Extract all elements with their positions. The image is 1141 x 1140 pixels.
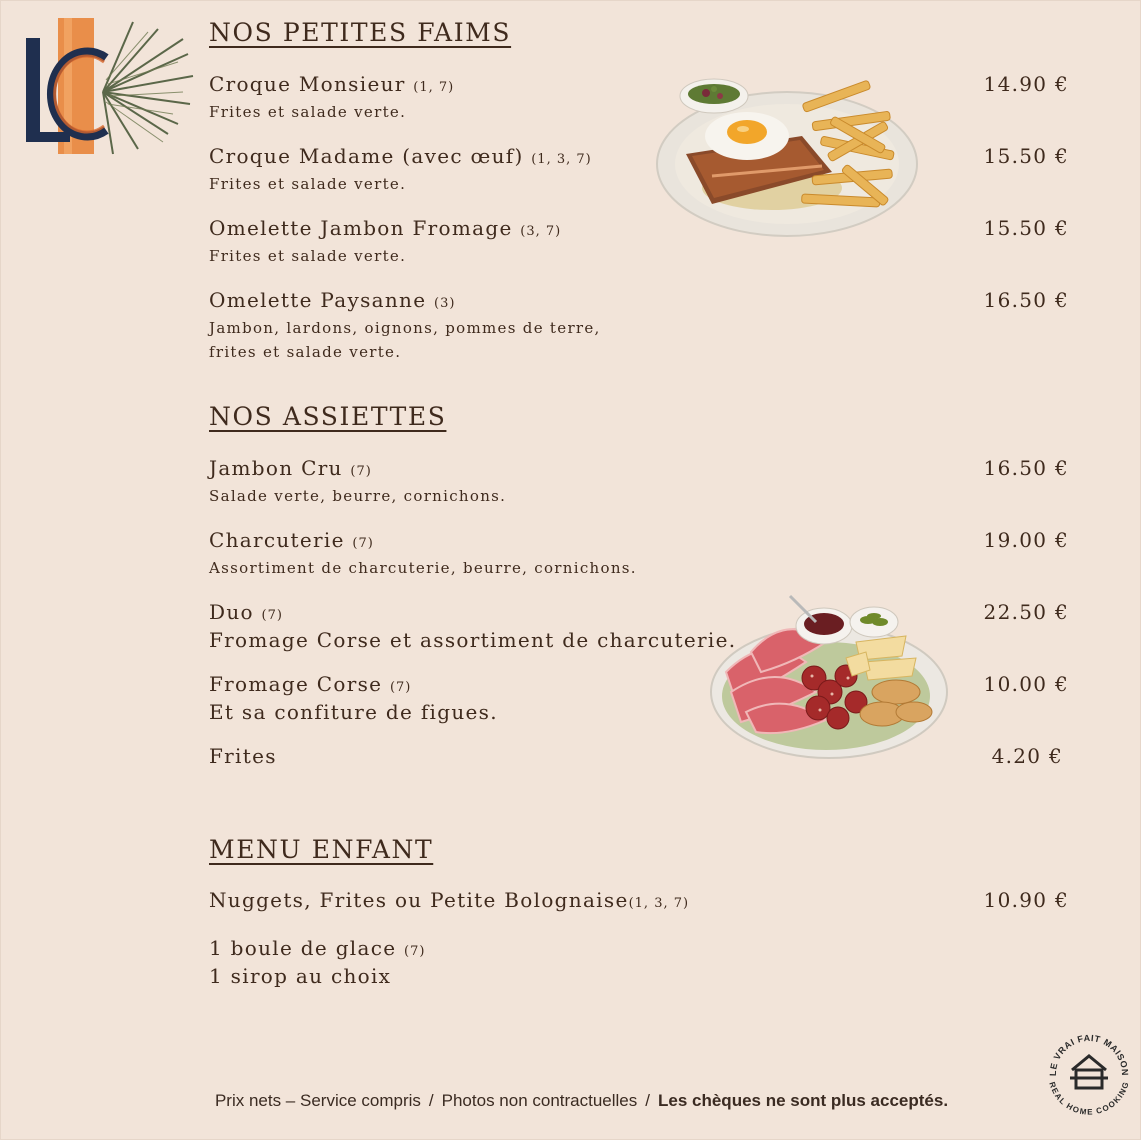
item-price: 19.00 € — [983, 528, 1069, 552]
footer-prix-nets: Prix nets – Service compris — [214, 1091, 421, 1110]
item-allergens: (1, 7) — [413, 80, 455, 95]
item-allergens: (3, 7) — [520, 224, 562, 239]
item-name: Duo — [209, 600, 254, 624]
footer-cheques: Les chèques ne sont plus acceptés. — [658, 1091, 949, 1110]
item-allergens: (7) — [350, 464, 372, 479]
item-allergens: (7) — [389, 680, 412, 695]
item-price: 10.00 € — [983, 672, 1069, 696]
item-name: Frites — [209, 744, 277, 768]
item-price: 22.50 € — [983, 600, 1069, 624]
item-name: Croque Madame (avec œuf) — [209, 144, 524, 168]
item-price: 10.90 € — [983, 888, 1069, 912]
menu-item-frites — [209, 744, 1069, 768]
menu-item-duo — [209, 600, 1069, 652]
item-description: frites et salade verte. — [209, 343, 402, 361]
item-description: Jambon, lardons, oignons, pommes de terre, — [209, 319, 601, 337]
item-allergens: (1, 3, 7) — [531, 152, 592, 167]
menu-item-omelette-jambon-fromage — [209, 216, 1069, 268]
stamp-bottom-text: REAL HOME COOKING — [1047, 1080, 1131, 1117]
item-description: Frites et salade verte. — [209, 175, 407, 193]
item-description: Fromage Corse et assortiment de charcuterie. — [209, 628, 737, 652]
item-description: Frites et salade verte. — [209, 247, 407, 265]
footer-separator: / — [645, 1091, 650, 1110]
footer-note — [0, 1091, 1141, 1111]
item-price: 4.20 € — [991, 744, 1063, 768]
item-allergens: (3) — [434, 296, 456, 311]
section-title-assiettes: NOS ASSIETTES — [209, 402, 447, 431]
item-price: 16.50 € — [983, 456, 1069, 480]
svg-text:REAL HOME COOKING — [1047, 1081, 1130, 1117]
item-description: Assortiment de charcuterie, beurre, cornichons. — [209, 559, 637, 577]
fait-maison-stamp — [1042, 1024, 1136, 1118]
item-name: 1 boule de glace — [209, 936, 397, 960]
footer-photos: Photos non contractuelles — [441, 1091, 638, 1110]
item-allergens: (7) — [404, 944, 426, 959]
menu-item-enfant-dessert — [209, 936, 1069, 988]
item-description: Et sa confiture de figues. — [209, 700, 498, 724]
item-price: 14.90 € — [983, 72, 1069, 96]
item-name: Omelette Paysanne — [209, 288, 427, 312]
house-icon — [1070, 1056, 1108, 1088]
item-allergens: (1, 3, 7) — [628, 896, 690, 911]
item-name: Nuggets, Frites ou Petite Bolognaise — [209, 888, 629, 912]
item-price: 15.50 € — [983, 216, 1069, 240]
item-name: Croque Monsieur — [209, 72, 406, 96]
stamp-top-text: LE VRAI FAIT MAISON — [1047, 1032, 1131, 1077]
menu-item-charcuterie — [209, 528, 1069, 580]
item-price: 16.50 € — [983, 288, 1069, 312]
item-name: Omelette Jambon Fromage — [209, 216, 513, 240]
item-description: Salade verte, beurre, cornichons. — [209, 487, 507, 505]
item-name: Jambon Cru — [209, 456, 343, 480]
item-allergens: (7) — [261, 608, 283, 623]
item-price: 15.50 € — [983, 144, 1069, 168]
section-title-menu-enfant: MENU ENFANT — [209, 835, 434, 864]
croque-madame-photo — [652, 76, 922, 245]
menu-item-jambon-cru — [209, 456, 1069, 508]
restaurant-logo — [18, 14, 198, 164]
menu-item-croque-madame — [209, 144, 1069, 196]
item-name: 1 sirop au choix — [209, 964, 392, 988]
item-description: Frites et salade verte. — [209, 103, 407, 121]
menu-item-fromage-corse — [209, 672, 1069, 724]
item-name: Charcuterie — [209, 528, 345, 552]
menu-item-croque-monsieur — [209, 72, 1069, 124]
footer-separator: / — [428, 1091, 434, 1110]
item-allergens: (7) — [352, 536, 374, 551]
menu-item-enfant-plat — [209, 888, 1069, 916]
menu-item-omelette-paysanne — [209, 288, 1069, 364]
item-name: Fromage Corse — [209, 672, 383, 696]
section-title-petites-faims: NOS PETITES FAIMS — [209, 18, 512, 47]
